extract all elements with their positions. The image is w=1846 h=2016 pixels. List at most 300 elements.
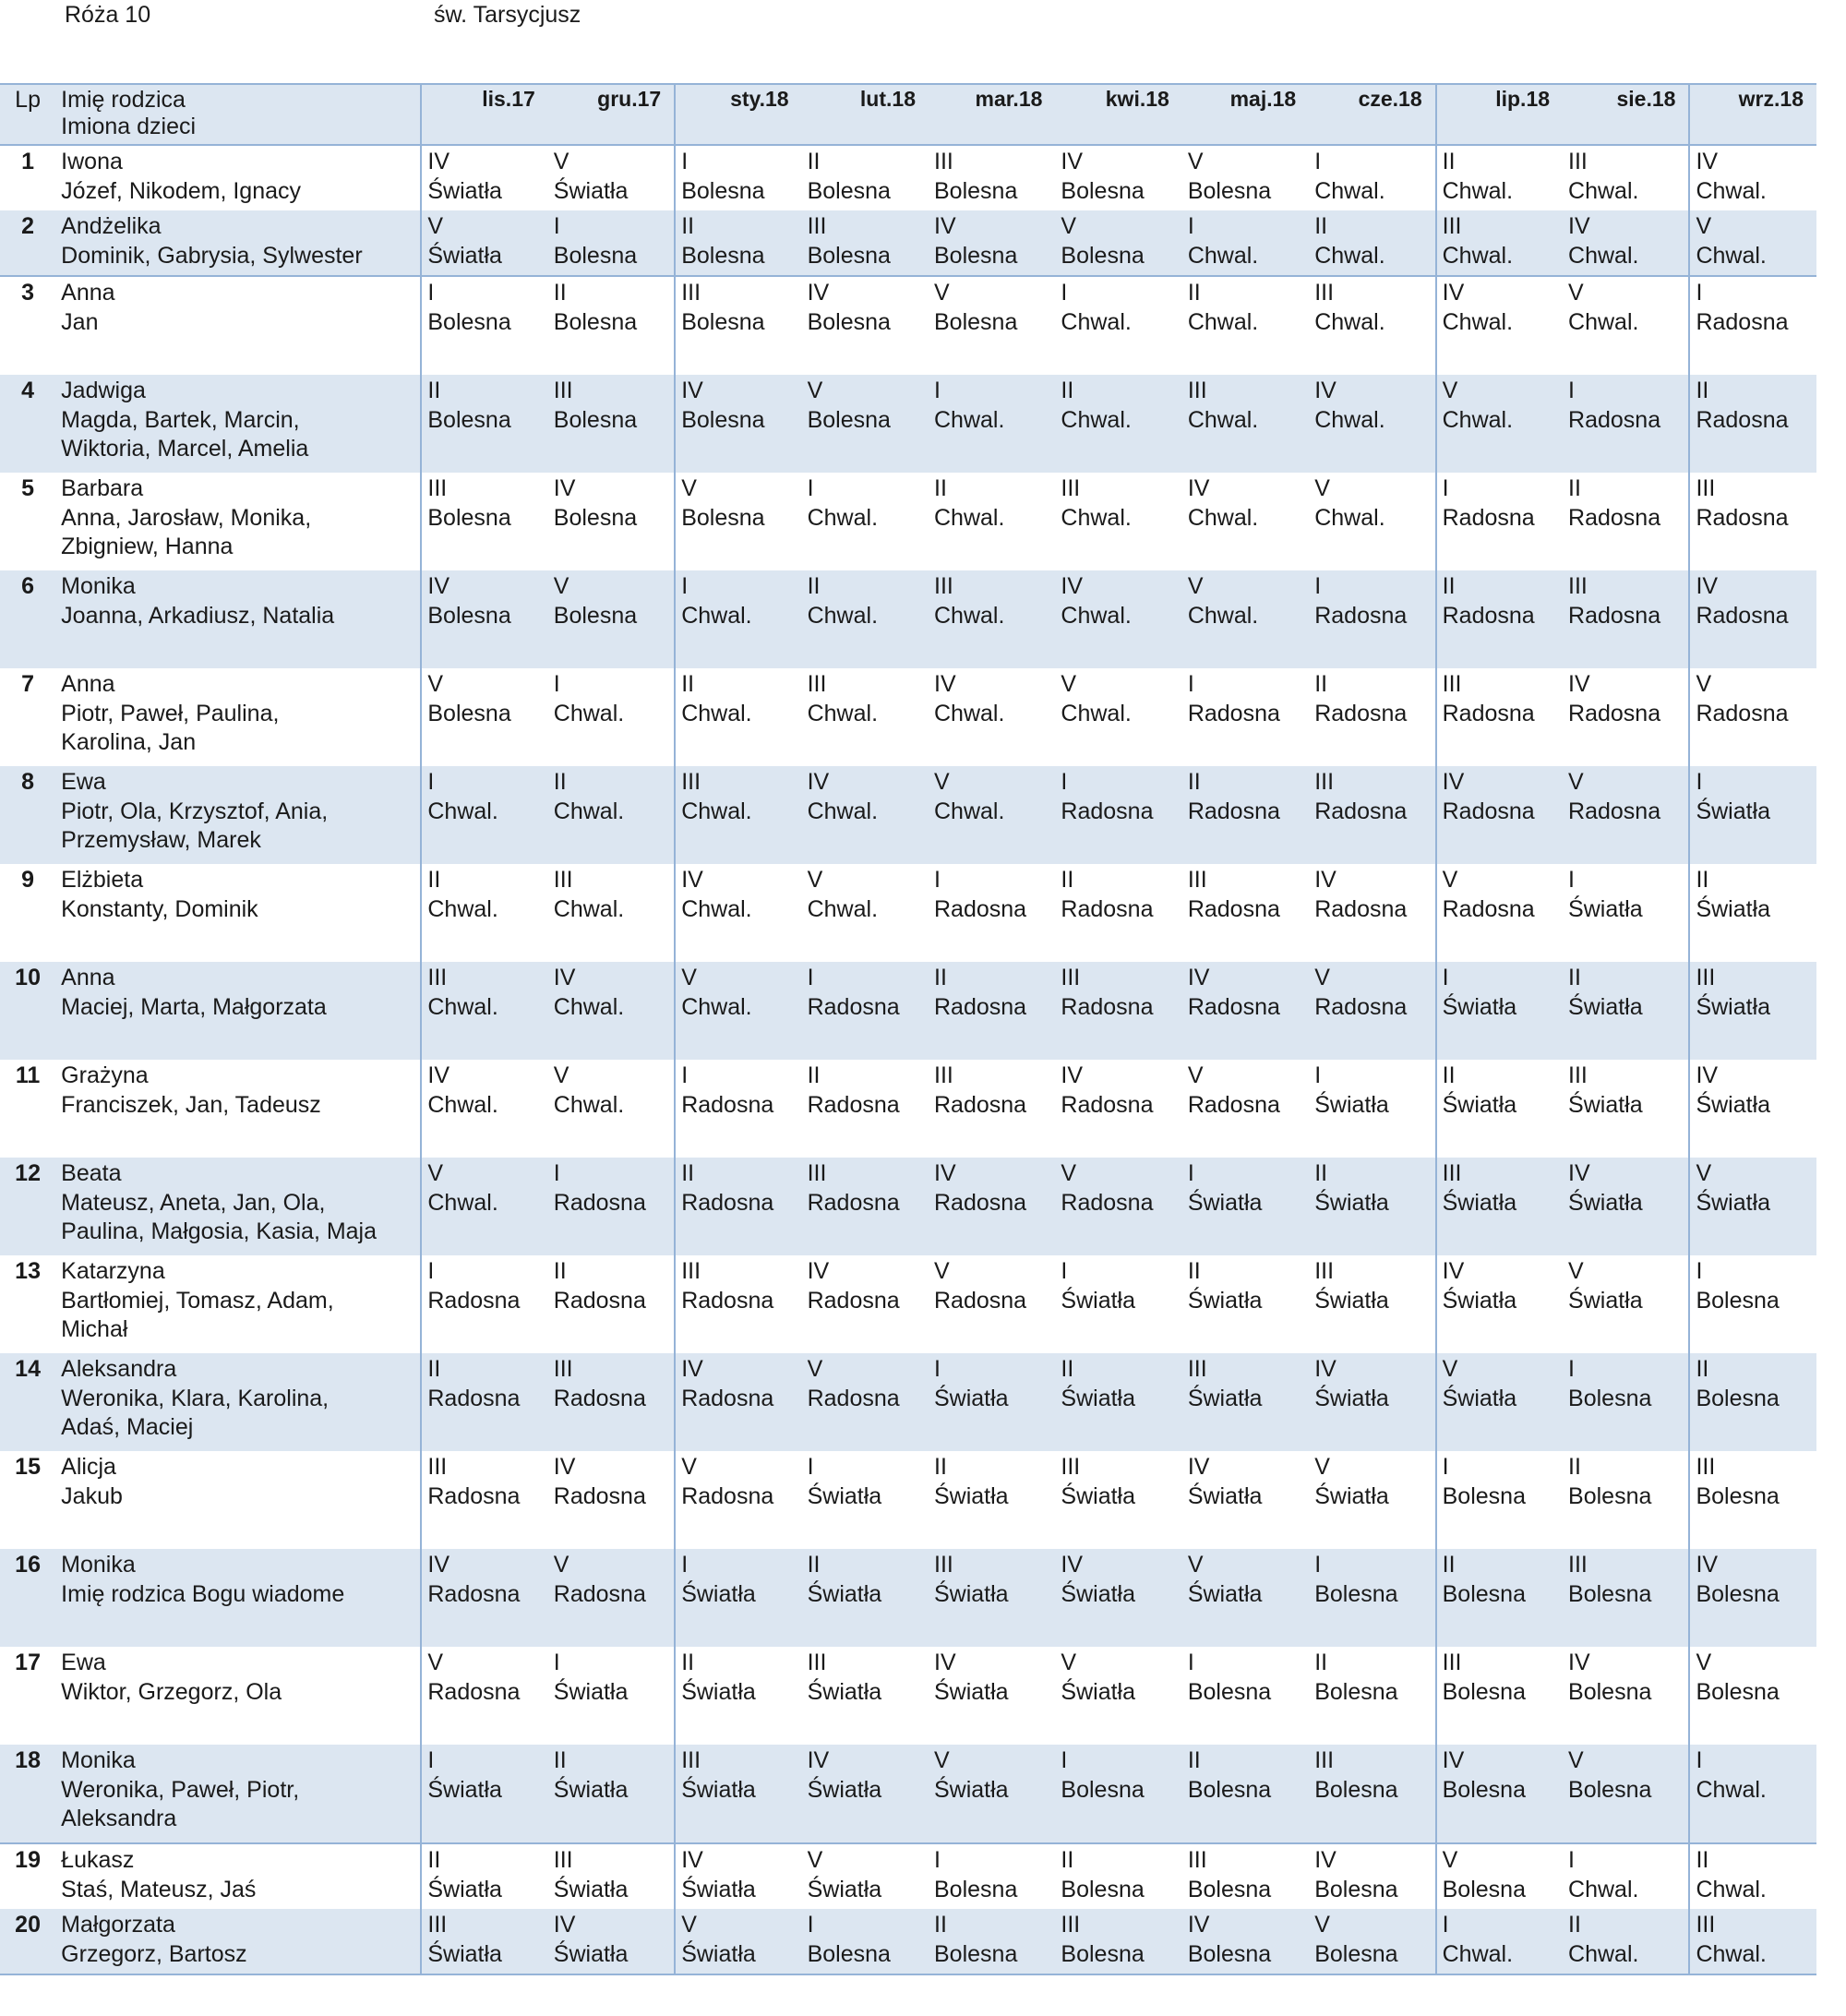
- mystery-number: I: [807, 965, 814, 990]
- mystery-number: IV: [1568, 671, 1590, 697]
- mystery-number: I: [1314, 1552, 1322, 1578]
- mystery-part: Radosna: [1568, 602, 1661, 629]
- mystery-cell: [929, 473, 1055, 570]
- mystery-part: Światła: [1442, 1189, 1517, 1216]
- mystery-number: II: [1696, 1847, 1709, 1873]
- table-row: [0, 473, 1816, 570]
- mystery-part: Bolesna: [427, 308, 511, 335]
- mystery-part: Światła: [681, 1580, 756, 1607]
- mystery-cell: [1309, 1353, 1435, 1451]
- mystery-part: Światła: [807, 1876, 882, 1902]
- row-number: 12: [0, 1158, 55, 1255]
- mystery-cell: [802, 1647, 929, 1745]
- mystery-number: III: [1568, 573, 1588, 599]
- month-header: lut.18: [802, 84, 929, 145]
- mystery-part: Radosna: [681, 1189, 774, 1216]
- mystery-cell: [1689, 276, 1816, 375]
- mystery-part: Radosna: [1568, 798, 1661, 824]
- mystery-part: Chwal.: [1442, 308, 1514, 335]
- mystery-number: III: [1061, 1454, 1081, 1480]
- mystery-number: III: [1187, 1847, 1207, 1873]
- mystery-part: Światła: [1187, 1287, 1263, 1314]
- mystery-number: I: [681, 573, 689, 599]
- mystery-number: II: [553, 280, 567, 306]
- mystery-number: V: [427, 1160, 444, 1186]
- mystery-number: I: [1314, 1062, 1322, 1088]
- mystery-part: Światła: [1187, 1385, 1263, 1411]
- mystery-cell: [1309, 668, 1435, 766]
- mystery-number: III: [1187, 1356, 1207, 1382]
- mystery-part: Radosna: [553, 1385, 646, 1411]
- mystery-cell: [1563, 1451, 1689, 1549]
- mystery-number: IV: [1061, 1062, 1084, 1088]
- mystery-number: II: [1061, 1847, 1074, 1873]
- mystery-part: Chwal.: [553, 798, 625, 824]
- mystery-number: I: [1187, 1160, 1194, 1186]
- mystery-part: Radosna: [934, 1091, 1027, 1118]
- table-row: [0, 145, 1816, 210]
- mystery-cell: [929, 210, 1055, 276]
- mystery-part: Światła: [934, 1678, 1009, 1705]
- names-cell: [55, 1158, 421, 1255]
- mystery-number: V: [427, 671, 444, 697]
- mystery-cell: [1563, 375, 1689, 473]
- mystery-cell: [1182, 1158, 1309, 1255]
- mystery-number: IV: [681, 1847, 703, 1873]
- mystery-part: Bolesna: [807, 308, 891, 335]
- mystery-cell: [548, 1451, 675, 1549]
- mystery-cell: [548, 668, 675, 766]
- mystery-number: V: [1314, 1454, 1330, 1480]
- mystery-cell: [1055, 276, 1181, 375]
- mystery-cell: [421, 210, 547, 276]
- mystery-number: III: [1568, 1062, 1588, 1088]
- mystery-cell: [548, 1255, 675, 1353]
- mystery-cell: [1563, 570, 1689, 668]
- mystery-number: IV: [1314, 378, 1337, 403]
- mystery-part: Chwal.: [1314, 177, 1385, 204]
- mystery-cell: [1563, 1158, 1689, 1255]
- mystery-cell: [802, 1353, 929, 1451]
- mystery-number: III: [681, 769, 701, 795]
- mystery-cell: [1055, 864, 1181, 962]
- mystery-part: Światła: [553, 177, 629, 204]
- mystery-number: IV: [681, 1356, 703, 1382]
- mystery-part: Chwal.: [427, 993, 498, 1020]
- mystery-number: I: [1442, 1454, 1449, 1480]
- mystery-part: Chwal.: [553, 700, 625, 726]
- mystery-cell: [1436, 375, 1563, 473]
- mystery-part: Bolesna: [1568, 1776, 1652, 1803]
- children-names: Joanna, Arkadiusz, Natalia: [61, 602, 335, 629]
- parent-name: Anna: [61, 280, 115, 306]
- mystery-part: Bolesna: [1568, 1580, 1652, 1607]
- mystery-cell: [1563, 1647, 1689, 1745]
- month-header: gru.17: [548, 84, 675, 145]
- names-cell: [55, 962, 421, 1060]
- mystery-number: I: [681, 1552, 689, 1578]
- mystery-number: II: [681, 213, 695, 239]
- children-names: Paulina, Małgosia, Kasia, Maja: [61, 1218, 378, 1244]
- mystery-number: V: [553, 1062, 569, 1088]
- mystery-number: IV: [1061, 1552, 1084, 1578]
- mystery-part: Bolesna: [1187, 1940, 1272, 1967]
- mystery-cell: [1436, 210, 1563, 276]
- mystery-part: Bolesna: [427, 700, 511, 726]
- mystery-part: Bolesna: [1061, 177, 1145, 204]
- mystery-part: Radosna: [1187, 993, 1280, 1020]
- mystery-number: V: [1568, 280, 1584, 306]
- table-row: [0, 1745, 1816, 1843]
- mystery-part: Radosna: [1568, 406, 1661, 433]
- mystery-number: I: [1187, 671, 1194, 697]
- mystery-part: Radosna: [1314, 602, 1408, 629]
- mystery-cell: [1689, 1549, 1816, 1647]
- mystery-cell: [929, 1745, 1055, 1843]
- mystery-number: I: [1696, 1258, 1703, 1284]
- mystery-part: Światła: [1568, 993, 1643, 1020]
- mystery-number: V: [1696, 213, 1712, 239]
- mystery-cell: [675, 1158, 801, 1255]
- mystery-number: IV: [934, 213, 956, 239]
- mystery-number: III: [807, 671, 827, 697]
- table-row: [0, 1255, 1816, 1353]
- mystery-cell: [421, 1909, 547, 1974]
- mystery-part: Światła: [1568, 895, 1643, 922]
- mystery-part: Radosna: [807, 993, 900, 1020]
- mystery-part: Radosna: [807, 1189, 900, 1216]
- mystery-cell: [929, 1549, 1055, 1647]
- mystery-part: Radosna: [1442, 504, 1535, 531]
- mystery-number: II: [1568, 1912, 1581, 1938]
- mystery-part: Bolesna: [1696, 1482, 1780, 1509]
- rosary-schedule-table: [0, 83, 1816, 1975]
- mystery-part: Światła: [1314, 1091, 1389, 1118]
- mystery-cell: [929, 766, 1055, 864]
- mystery-number: III: [1568, 1552, 1588, 1578]
- mystery-cell: [1689, 473, 1816, 570]
- mystery-cell: [421, 1843, 547, 1909]
- mystery-cell: [421, 1647, 547, 1745]
- mystery-part: Światła: [1314, 1287, 1389, 1314]
- mystery-part: Chwal.: [1442, 406, 1514, 433]
- mystery-part: Światła: [1442, 1287, 1517, 1314]
- row-number: 8: [0, 766, 55, 864]
- mystery-part: Chwal.: [1696, 177, 1767, 204]
- mystery-number: I: [1442, 475, 1449, 501]
- names-cell: [55, 1255, 421, 1353]
- mystery-part: Bolesna: [553, 504, 638, 531]
- row-number: 18: [0, 1745, 55, 1843]
- mystery-cell: [802, 766, 929, 864]
- mystery-part: Światła: [1061, 1580, 1135, 1607]
- mystery-number: II: [934, 1454, 947, 1480]
- mystery-part: Chwal.: [1187, 242, 1259, 269]
- mystery-part: Radosna: [1187, 798, 1280, 824]
- mystery-number: III: [1568, 149, 1588, 174]
- mystery-cell: [548, 210, 675, 276]
- mystery-number: IV: [1187, 475, 1210, 501]
- mystery-cell: [929, 1843, 1055, 1909]
- mystery-number: III: [1187, 867, 1207, 893]
- mystery-number: III: [1442, 1650, 1462, 1675]
- parent-name: Monika: [61, 1747, 136, 1773]
- mystery-cell: [548, 962, 675, 1060]
- mystery-number: III: [427, 1912, 448, 1938]
- mystery-cell: [1055, 473, 1181, 570]
- mystery-number: V: [934, 769, 950, 795]
- mystery-cell: [1689, 668, 1816, 766]
- mystery-cell: [802, 1060, 929, 1158]
- mystery-part: Radosna: [1696, 700, 1789, 726]
- mystery-part: Chwal.: [1696, 1776, 1767, 1803]
- mystery-part: Światła: [1696, 798, 1771, 824]
- children-names: Staś, Mateusz, Jaś: [61, 1876, 257, 1902]
- mystery-cell: [802, 1255, 929, 1353]
- mystery-number: III: [1442, 213, 1462, 239]
- mystery-number: IV: [1314, 867, 1337, 893]
- row-number: 1: [0, 145, 55, 210]
- mystery-number: II: [1442, 1062, 1456, 1088]
- mystery-cell: [1689, 210, 1816, 276]
- mystery-part: Radosna: [934, 993, 1027, 1020]
- children-names: Zbigniew, Hanna: [61, 534, 234, 559]
- mystery-part: Radosna: [1314, 798, 1408, 824]
- mystery-number: II: [553, 1258, 567, 1284]
- mystery-cell: [1563, 1745, 1689, 1843]
- parent-name: Beata: [61, 1160, 122, 1186]
- mystery-number: III: [934, 149, 953, 174]
- mystery-cell: [1309, 1060, 1435, 1158]
- mystery-number: I: [427, 769, 435, 795]
- mystery-number: II: [1442, 149, 1456, 174]
- mystery-number: I: [427, 1747, 435, 1773]
- mystery-part: Bolesna: [427, 406, 511, 433]
- row-number: 16: [0, 1549, 55, 1647]
- mystery-part: Światła: [681, 1776, 756, 1803]
- mystery-cell: [1563, 1255, 1689, 1353]
- mystery-part: Radosna: [427, 1385, 521, 1411]
- parent-name: Anna: [61, 671, 115, 697]
- mystery-part: Bolesna: [681, 177, 765, 204]
- mystery-cell: [1182, 473, 1309, 570]
- mystery-cell: [675, 1647, 801, 1745]
- mystery-cell: [1689, 1353, 1816, 1451]
- row-number: 20: [0, 1909, 55, 1974]
- mystery-number: III: [1442, 1160, 1462, 1186]
- mystery-cell: [802, 1549, 929, 1647]
- row-number: 7: [0, 668, 55, 766]
- mystery-part: Chwal.: [427, 1091, 498, 1118]
- mystery-cell: [1055, 1647, 1181, 1745]
- mystery-part: Bolesna: [1568, 1385, 1652, 1411]
- mystery-part: Światła: [427, 242, 502, 269]
- mystery-number: II: [427, 867, 441, 893]
- mystery-cell: [1309, 210, 1435, 276]
- mystery-cell: [1182, 1909, 1309, 1974]
- mystery-cell: [421, 570, 547, 668]
- mystery-number: II: [1314, 1160, 1328, 1186]
- mystery-number: III: [1314, 1258, 1335, 1284]
- mystery-cell: [1182, 1255, 1309, 1353]
- mystery-number: V: [1061, 1160, 1077, 1186]
- mystery-part: Radosna: [1187, 895, 1280, 922]
- row-number: 11: [0, 1060, 55, 1158]
- mystery-cell: [929, 668, 1055, 766]
- mystery-cell: [548, 1745, 675, 1843]
- mystery-number: IV: [427, 1062, 450, 1088]
- mystery-part: Chwal.: [1696, 1876, 1767, 1902]
- mystery-cell: [421, 1255, 547, 1353]
- rose-title: Róża 10: [65, 2, 151, 28]
- mystery-cell: [929, 1158, 1055, 1255]
- mystery-number: V: [427, 213, 444, 239]
- mystery-number: IV: [427, 1552, 450, 1578]
- mystery-number: II: [427, 1356, 441, 1382]
- mystery-cell: [1182, 1843, 1309, 1909]
- mystery-part: Światła: [1187, 1482, 1263, 1509]
- mystery-part: Światła: [1696, 1189, 1771, 1216]
- month-header: lis.17: [421, 84, 547, 145]
- table-row: [0, 210, 1816, 276]
- names-cell: [55, 1909, 421, 1974]
- mystery-number: II: [807, 1552, 821, 1578]
- mystery-number: II: [934, 1912, 947, 1938]
- parent-name: Anna: [61, 965, 115, 990]
- mystery-cell: [1436, 1745, 1563, 1843]
- mystery-part: Radosna: [553, 1482, 646, 1509]
- mystery-number: V: [1061, 671, 1077, 697]
- mystery-part: Chwal.: [427, 798, 498, 824]
- children-names: Weronika, Paweł, Piotr,: [61, 1776, 300, 1803]
- mystery-number: II: [1696, 867, 1709, 893]
- table-row: [0, 375, 1816, 473]
- mystery-cell: [548, 1549, 675, 1647]
- mystery-number: IV: [1696, 149, 1719, 174]
- mystery-number: IV: [1314, 1847, 1337, 1873]
- mystery-cell: [802, 1451, 929, 1549]
- mystery-part: Światła: [553, 1776, 629, 1803]
- mystery-cell: [1563, 276, 1689, 375]
- mystery-number: V: [1061, 1650, 1077, 1675]
- mystery-cell: [1689, 570, 1816, 668]
- mystery-cell: [675, 145, 801, 210]
- mystery-number: II: [681, 1160, 695, 1186]
- mystery-part: Chwal.: [1442, 177, 1514, 204]
- mystery-number: IV: [1187, 1912, 1210, 1938]
- mystery-part: Chwal.: [1061, 406, 1132, 433]
- mystery-number: V: [807, 1356, 823, 1382]
- mystery-number: I: [934, 378, 941, 403]
- mystery-part: Światła: [1696, 993, 1771, 1020]
- mystery-cell: [1182, 1745, 1309, 1843]
- mystery-number: V: [807, 867, 823, 893]
- mystery-cell: [1055, 1353, 1181, 1451]
- mystery-number: I: [1696, 769, 1703, 795]
- mystery-number: I: [1061, 769, 1068, 795]
- mystery-part: Radosna: [553, 1287, 646, 1314]
- mystery-part: Światła: [427, 1940, 502, 1967]
- mystery-number: II: [1314, 213, 1328, 239]
- children-names: Wiktor, Grzegorz, Ola: [61, 1678, 282, 1705]
- mystery-part: Światła: [1061, 1385, 1135, 1411]
- mystery-number: V: [681, 965, 697, 990]
- mystery-cell: [1182, 276, 1309, 375]
- mystery-number: III: [553, 378, 573, 403]
- mystery-part: Chwal.: [1187, 602, 1259, 629]
- mystery-part: Chwal.: [1187, 504, 1259, 531]
- mystery-part: Bolesna: [1187, 1776, 1272, 1803]
- mystery-cell: [1182, 1353, 1309, 1451]
- mystery-cell: [1182, 962, 1309, 1060]
- mystery-number: III: [807, 1650, 827, 1675]
- children-names: Franciszek, Jan, Tadeusz: [61, 1091, 321, 1118]
- mystery-number: III: [1061, 475, 1081, 501]
- mystery-cell: [1563, 962, 1689, 1060]
- mystery-number: IV: [1187, 965, 1210, 990]
- mystery-cell: [548, 473, 675, 570]
- row-number: 5: [0, 473, 55, 570]
- mystery-number: V: [553, 149, 569, 174]
- mystery-cell: [802, 375, 929, 473]
- mystery-number: IV: [427, 573, 450, 599]
- mystery-part: Radosna: [934, 1287, 1027, 1314]
- table-row: [0, 1909, 1816, 1974]
- mystery-cell: [1055, 1060, 1181, 1158]
- mystery-cell: [802, 1843, 929, 1909]
- mystery-number: IV: [1568, 213, 1590, 239]
- mystery-number: IV: [1061, 149, 1084, 174]
- table-row: [0, 668, 1816, 766]
- mystery-part: Bolesna: [1568, 1482, 1652, 1509]
- mystery-number: III: [934, 1552, 953, 1578]
- mystery-cell: [1689, 1060, 1816, 1158]
- mystery-number: V: [1187, 1552, 1204, 1578]
- mystery-cell: [421, 1549, 547, 1647]
- names-cell: [55, 145, 421, 210]
- table-row: [0, 1158, 1816, 1255]
- names-cell: [55, 1353, 421, 1451]
- mystery-part: Chwal.: [1061, 602, 1132, 629]
- mystery-part: Chwal.: [934, 406, 1005, 433]
- parent-name: Monika: [61, 573, 136, 599]
- mystery-part: Bolesna: [1696, 1287, 1780, 1314]
- mystery-number: I: [1696, 1747, 1703, 1773]
- mystery-number: I: [1061, 1747, 1068, 1773]
- mystery-part: Radosna: [1187, 1091, 1280, 1118]
- mystery-part: Radosna: [1061, 1091, 1154, 1118]
- mystery-cell: [1309, 375, 1435, 473]
- table-row: [0, 766, 1816, 864]
- mystery-part: Światła: [1696, 895, 1771, 922]
- mystery-part: Bolesna: [553, 406, 638, 433]
- mystery-number: I: [807, 1912, 814, 1938]
- mystery-cell: [1182, 145, 1309, 210]
- mystery-cell: [1563, 668, 1689, 766]
- table-row: [0, 1451, 1816, 1549]
- mystery-cell: [1689, 1451, 1816, 1549]
- mystery-part: Światła: [1568, 1189, 1643, 1216]
- mystery-number: I: [427, 1258, 435, 1284]
- mystery-part: Światła: [1314, 1482, 1389, 1509]
- children-names: Piotr, Ola, Krzysztof, Ania,: [61, 798, 329, 824]
- mystery-cell: [1563, 145, 1689, 210]
- parent-name: Ewa: [61, 769, 106, 795]
- mystery-part: Bolesna: [553, 602, 638, 629]
- mystery-number: II: [1696, 1356, 1709, 1382]
- mystery-cell: [802, 1158, 929, 1255]
- mystery-number: IV: [1442, 1258, 1465, 1284]
